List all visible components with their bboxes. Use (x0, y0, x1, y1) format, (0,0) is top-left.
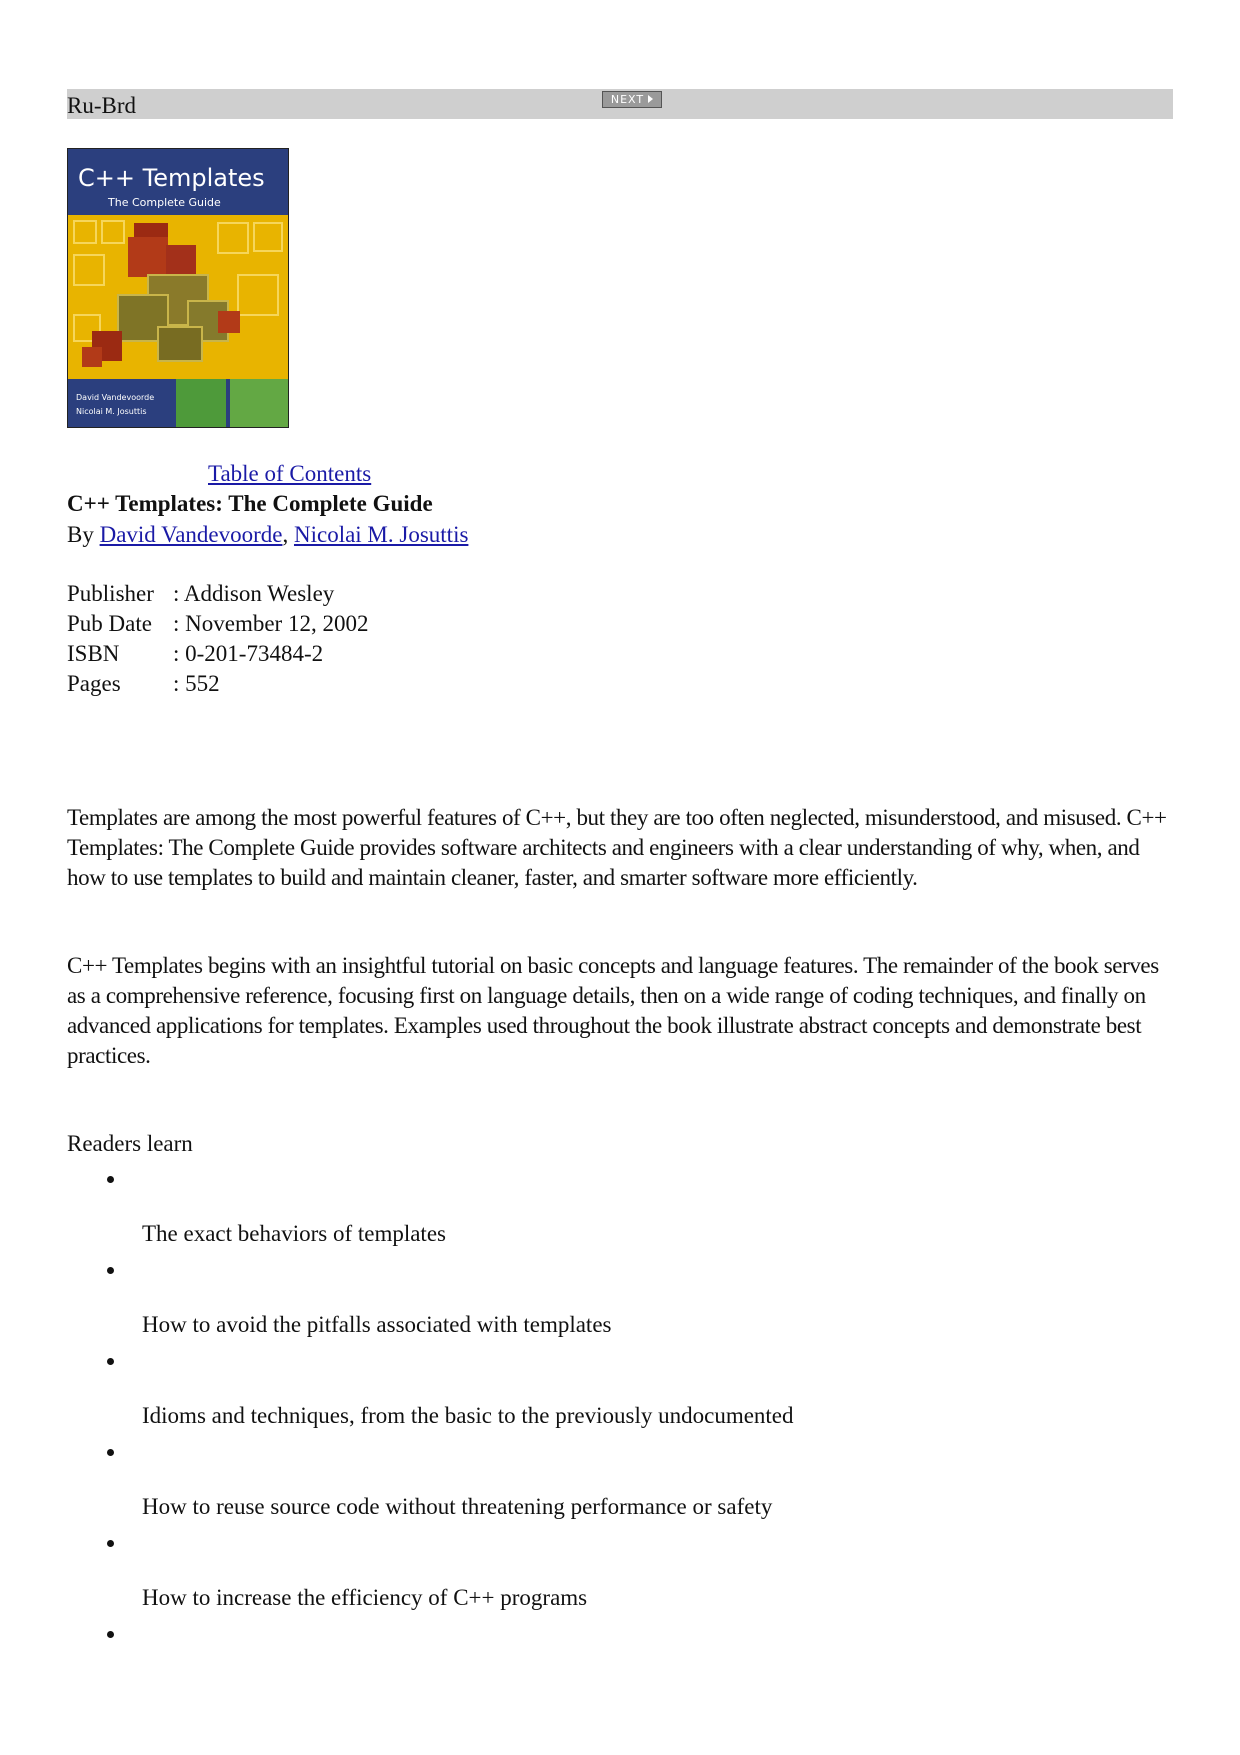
cover-author: Nicolai M. Josuttis (76, 407, 147, 416)
bullet-icon (107, 1540, 114, 1547)
meta-row-pub-date (67, 609, 368, 639)
cover-title: C++ Templates (78, 164, 265, 192)
cover-green-block (176, 379, 226, 427)
meta-row-pages (67, 669, 368, 699)
byline-separator: , (282, 522, 294, 547)
arrow-right-icon (648, 95, 653, 103)
next-button[interactable] (602, 91, 662, 108)
bullet-icon (107, 1631, 114, 1638)
list-item-text: How to avoid the pitfalls associated with templates (142, 1312, 612, 1337)
learn-list (67, 1159, 1173, 1705)
book-metadata (67, 579, 368, 699)
author-link-vandevoorde[interactable]: David Vandevoorde (99, 522, 283, 547)
byline-prefix: By (67, 522, 100, 547)
cover-cubes-artwork (68, 215, 288, 381)
description-paragraph: C++ Templates begins with an insightful tutorial on basic concepts and language features. The remainder of the book serves as a comprehensive reference, focusing first on language details, then on a wide range of coding techniques, and finally on advanced applications for templates. Examples used throughout the book illustrate abstract concepts and demonstrate best practices. (67, 953, 1159, 1068)
meta-label: Publisher (67, 581, 154, 606)
site-name: Ru-Brd (67, 93, 136, 118)
list-item (67, 1432, 1173, 1523)
meta-label: Pages (67, 671, 121, 696)
list-item-text: Idioms and techniques, from the basic to the previously undocumented (142, 1403, 794, 1428)
cover-green-block (230, 379, 288, 427)
list-item-text: How to reuse source code without threatening performance or safety (142, 1494, 773, 1519)
header-bar (67, 89, 1173, 119)
bullet-icon (107, 1176, 114, 1183)
list-item (67, 1250, 1173, 1341)
meta-value: : November 12, 2002 (173, 611, 369, 636)
page (67, 89, 1173, 1610)
list-item (67, 1523, 1173, 1614)
readers-learn-heading: Readers learn (67, 1131, 193, 1156)
meta-value: : 552 (173, 671, 220, 696)
meta-row-publisher (67, 579, 368, 609)
list-item (67, 1341, 1173, 1432)
cover-subtitle: The Complete Guide (108, 196, 221, 209)
list-item-text: How to increase the efficiency of C++ programs (142, 1585, 588, 1610)
description-paragraph: Templates are among the most powerful features of C++, but they are too often neglected, misunderstood, and misused. C++ Templates: The Complete Guide provides software architects and engineers with a clear understanding of why, when, and how to use templates to build and maintain cleaner, faster, and smarter software more efficiently. (67, 805, 1167, 890)
list-item (67, 1159, 1173, 1250)
list-item (67, 1614, 1173, 1705)
bullet-icon (107, 1449, 114, 1456)
bullet-icon (107, 1358, 114, 1365)
byline (67, 520, 468, 550)
author-link-josuttis[interactable]: Nicolai M. Josuttis (293, 522, 469, 547)
meta-value: : 0-201-73484-2 (173, 641, 324, 666)
cover-author: David Vandevoorde (76, 393, 155, 402)
meta-label: ISBN (67, 641, 120, 666)
book-cover-image (67, 148, 289, 428)
book-title: C++ Templates: The Complete Guide (67, 491, 433, 516)
next-label: NEXT (610, 93, 645, 106)
table-of-contents-link[interactable]: Table of Contents (208, 461, 372, 486)
bullet-icon (107, 1267, 114, 1274)
list-item-text: The exact behaviors of templates (142, 1221, 446, 1246)
meta-row-isbn (67, 639, 368, 669)
meta-value: : Addison Wesley (173, 581, 335, 606)
meta-label: Pub Date (67, 611, 152, 636)
